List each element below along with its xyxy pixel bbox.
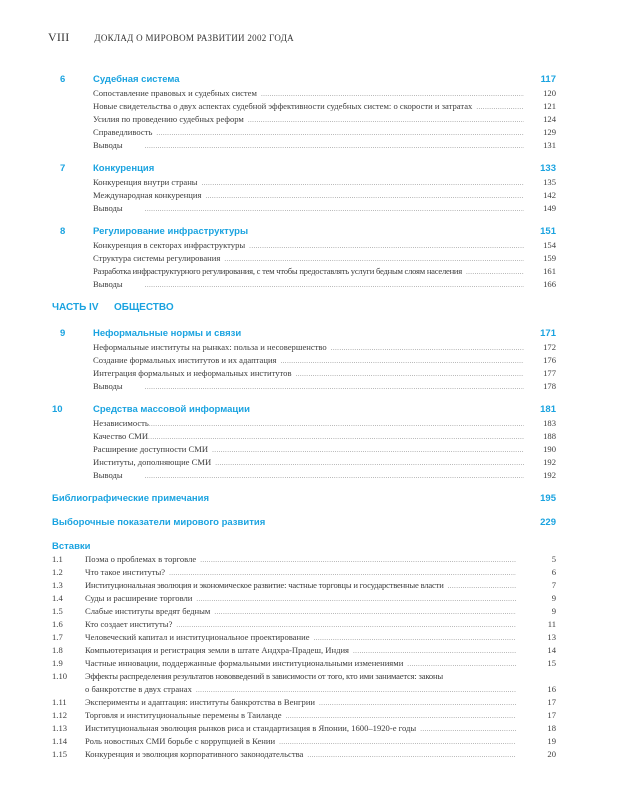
entry-label: Выводы [93,381,123,391]
toc-entry[interactable] [60,101,556,114]
entry-page: 9 [551,606,556,616]
entry-label-line1: Эффекты распределения результатов нововведений в зависимости от того, кто ими занимается: законы [85,671,443,681]
leader-dots [145,281,524,289]
entry-page: 142 [543,190,556,200]
entry-page: 161 [543,266,556,276]
toc-entry[interactable] [60,240,556,253]
leader-dots [156,129,524,137]
entry-label: Частные инновации, поддержанные формальными институциональными изменениями [85,658,404,668]
entry-label: Выводы [93,279,123,289]
entry-label: Интеграция формальных и неформальных институтов [93,368,292,378]
box-entry[interactable] [52,619,556,632]
entry-label: Конкуренция внутри страны [93,177,198,187]
box-number: 1.6 [52,619,63,629]
box-number: 1.15 [52,749,68,759]
chapter-page: 171 [540,328,556,339]
entry-page: 17 [547,697,556,707]
entry-page: 124 [543,114,556,124]
box-entry[interactable] [52,736,556,749]
entry-page: 16 [547,684,556,694]
box-entry[interactable] [52,593,556,606]
toc-entry[interactable] [60,470,556,483]
chapter-title: Конкуренция [93,163,155,174]
entry-page: 192 [543,457,556,467]
entry-page: 18 [547,723,556,733]
entry-label: Кто создает институты? [85,619,173,629]
boxes-list [52,541,556,762]
chapter-page: 117 [540,74,556,85]
toc-entry[interactable] [60,457,556,470]
box-entry[interactable] [52,554,556,567]
entry-label: Роль новостных СМИ борьбе с коррупцией в Кении [85,736,276,746]
leader-dots [407,660,516,668]
chapter-title: Неформальные нормы и связи [93,328,242,339]
chapter-page: 133 [540,163,556,174]
leader-dots [149,420,524,428]
leader-dots [466,268,524,276]
leader-dots [196,686,516,694]
box-entry[interactable] [52,632,556,645]
chapter-heading[interactable] [60,163,556,177]
entry-label: Суды и расширение торговли [85,593,193,603]
leader-dots [224,255,524,263]
entry-label: Институциональная эволюция и экономическое развитие: частные торговцы и государственные власти [85,580,444,590]
entry-label: Эксперименты и адаптация: институты банкротства в Венгрии [85,697,316,707]
entry-label: Расширение доступности СМИ [93,444,209,454]
entry-label: Сопоставление правовых и судебных систем [93,88,257,98]
table-of-contents [52,74,556,762]
chapter-title: Регулирование инфраструктуры [93,226,249,237]
entry-label: Что такое институты? [85,567,166,577]
part-number: ЧАСТЬ IV [52,302,99,313]
chapter-number: 9 [60,328,66,339]
chapter-title: Судебная система [93,74,180,85]
entry-label: Независимость [93,418,149,428]
toc-entry[interactable] [60,368,556,381]
entry-page: 20 [547,749,556,759]
leader-dots [176,621,516,629]
toc-entry[interactable] [60,355,556,368]
entry-page: 6 [551,567,556,577]
box-entry[interactable] [52,723,556,736]
box-number: 1.13 [52,723,68,733]
entry-page: 129 [543,127,556,137]
entry-label: Справедливость [93,127,153,137]
entry-label: Институциональная эволюция рынков риса и стандартизация в Японии, 1600–1920-е годы [85,723,417,733]
entry-page: 11 [547,619,556,629]
toc-entry[interactable] [60,190,556,203]
entry-page: 121 [543,101,556,111]
page-folio: VIII [48,30,70,44]
toc-entry[interactable] [60,279,556,292]
chapter-heading[interactable] [52,404,556,418]
entry-label: Человеческий капитал и институциональное проектирование [85,632,310,642]
leader-dots [314,634,516,642]
entry-page: 154 [543,240,556,250]
entry-page: 17 [547,710,556,720]
toc-entry[interactable] [60,177,556,190]
chapter-number: 6 [60,74,66,85]
toc-entry[interactable] [60,140,556,153]
entry-title: Выборочные показатели мирового развития [52,517,266,528]
toc-entry[interactable] [60,381,556,394]
entry-title: Библиографические примечания [52,493,210,504]
chapter-page: 151 [540,226,556,237]
entry-label: Разработка инфраструктурного регулирования, с тем чтобы предоставлять услуги бедным слоям населения [93,266,462,276]
selected-indicators-entry[interactable] [52,517,556,531]
entry-label: Конкуренция и эволюция корпоративного законодательства [85,749,304,759]
leader-dots [145,205,524,213]
box-entry[interactable] [52,749,556,762]
entry-label: Торговля и институциональные перемены в Таиланде [85,710,282,720]
box-number: 1.7 [52,632,63,642]
box-entry[interactable] [52,684,556,697]
entry-label: о банкротстве в двух странах [85,684,192,694]
entry-page: 120 [543,88,556,98]
leader-dots [145,472,524,480]
box-entry[interactable] [52,645,556,658]
leader-dots [261,90,524,98]
box-entry[interactable] [52,567,556,580]
chapter-heading[interactable] [60,226,556,240]
leader-dots [248,116,524,124]
entry-label: Международная конкуренция [93,190,202,200]
leader-dots [145,383,524,391]
entry-page: 149 [543,203,556,213]
chapter-heading[interactable] [60,328,556,342]
leader-dots [200,556,516,564]
entry-label: Усилия по проведению судебных реформ [93,114,244,124]
leader-dots [148,433,524,441]
entry-page: 19 [547,736,556,746]
leader-dots [331,344,524,352]
entry-page: 195 [540,493,556,504]
leader-dots [296,370,524,378]
entry-page: 192 [543,470,556,480]
entry-page: 14 [547,645,556,655]
leader-dots [169,569,516,577]
entry-page: 5 [551,554,556,564]
entry-page: 159 [543,253,556,263]
box-number: 1.5 [52,606,63,616]
toc-entry[interactable] [60,253,556,266]
leader-dots [202,179,524,187]
chapter-10 [52,404,556,483]
entry-label: Новые свидетельства о двух аспектах судебной эффективности судебных систем: о скорости и затратах [93,101,473,111]
entry-label: Создание формальных институтов и их адаптация [93,355,277,365]
entry-page: 9 [551,593,556,603]
toc-entry[interactable] [60,266,556,279]
box-number: 1.11 [52,697,67,707]
entry-label: Выводы [93,203,123,213]
book-title: ДОКЛАД О МИРОВОМ РАЗВИТИИ 2002 ГОДА [94,33,294,43]
box-entry[interactable] [52,580,556,593]
chapter-9 [60,328,556,394]
entry-page: 7 [551,580,556,590]
leader-dots [353,647,516,655]
bibliographic-notes-entry[interactable] [52,493,556,507]
chapter-number: 10 [52,404,63,415]
chapter-heading[interactable] [60,74,556,88]
box-number: 1.14 [52,736,68,746]
entry-page: 178 [543,381,556,391]
part-title: ОБЩЕСТВО [114,302,174,313]
box-number: 1.1 [52,554,63,564]
box-number: 1.9 [52,658,63,668]
chapter-page: 181 [540,404,556,415]
entry-page: 188 [543,431,556,441]
entry-page: 166 [543,279,556,289]
box-entry-line1[interactable] [52,671,556,684]
entry-label: Структура системы регулирования [93,253,221,263]
leader-dots [215,459,524,467]
leader-dots [286,712,516,720]
entry-page: 176 [543,355,556,365]
leader-dots [476,103,524,111]
leader-dots [212,446,524,454]
entry-page: 229 [540,517,556,528]
chapter-8 [60,226,556,292]
leader-dots [249,242,524,250]
entry-label: Качество СМИ [93,431,149,441]
box-entry[interactable] [52,710,556,723]
leader-dots [279,738,516,746]
entry-page: 131 [543,140,556,150]
leader-dots [196,595,516,603]
toc-entry[interactable] [60,127,556,140]
box-number: 1.2 [52,567,63,577]
chapter-title: Средства массовой информации [93,404,250,415]
leader-dots [307,751,516,759]
entry-label: Институты, дополняющие СМИ [93,457,212,467]
entry-page: 190 [543,444,556,454]
toc-entry[interactable] [60,342,556,355]
toc-entry[interactable] [60,114,556,127]
running-head [48,30,294,45]
entry-page: 13 [547,632,556,642]
entry-label: Слабые институты вредят бедным [85,606,211,616]
box-number: 1.8 [52,645,63,655]
box-number: 1.3 [52,580,63,590]
entry-label: Выводы [93,140,123,150]
boxes-heading: Вставки [52,541,91,552]
box-entry[interactable] [52,658,556,671]
entry-label: Конкуренция в секторах инфраструктуры [93,240,246,250]
entry-page: 183 [543,418,556,428]
entry-page: 177 [543,368,556,378]
toc-entry[interactable] [60,88,556,101]
leader-dots [448,582,516,590]
entry-page: 135 [543,177,556,187]
toc-entry[interactable] [60,203,556,216]
leader-dots [145,142,524,150]
part-heading[interactable] [52,302,556,318]
entry-page: 172 [543,342,556,352]
toc-entry[interactable] [60,444,556,457]
leader-dots [205,192,524,200]
box-number: 1.10 [52,671,68,681]
toc-entry[interactable] [60,418,556,431]
box-number: 1.12 [52,710,68,720]
chapter-7 [60,163,556,216]
box-entry[interactable] [52,606,556,619]
box-entry[interactable] [52,697,556,710]
entry-label: Компьютеризация и регистрация земли в штате Андхра-Прадеш, Индия [85,645,350,655]
leader-dots [281,357,525,365]
leader-dots [319,699,516,707]
chapter-6 [60,74,556,153]
toc-entry[interactable] [60,431,556,444]
entry-page: 15 [547,658,556,668]
entry-label: Выводы [93,470,123,480]
chapter-number: 7 [60,163,66,174]
box-number: 1.4 [52,593,63,603]
chapter-number: 8 [60,226,66,237]
leader-dots [214,608,516,616]
leader-dots [420,725,516,733]
entry-label: Поэма о проблемах в торговле [85,554,197,564]
entry-label: Неформальные институты на рынках: польза и несовершенство [93,342,327,352]
